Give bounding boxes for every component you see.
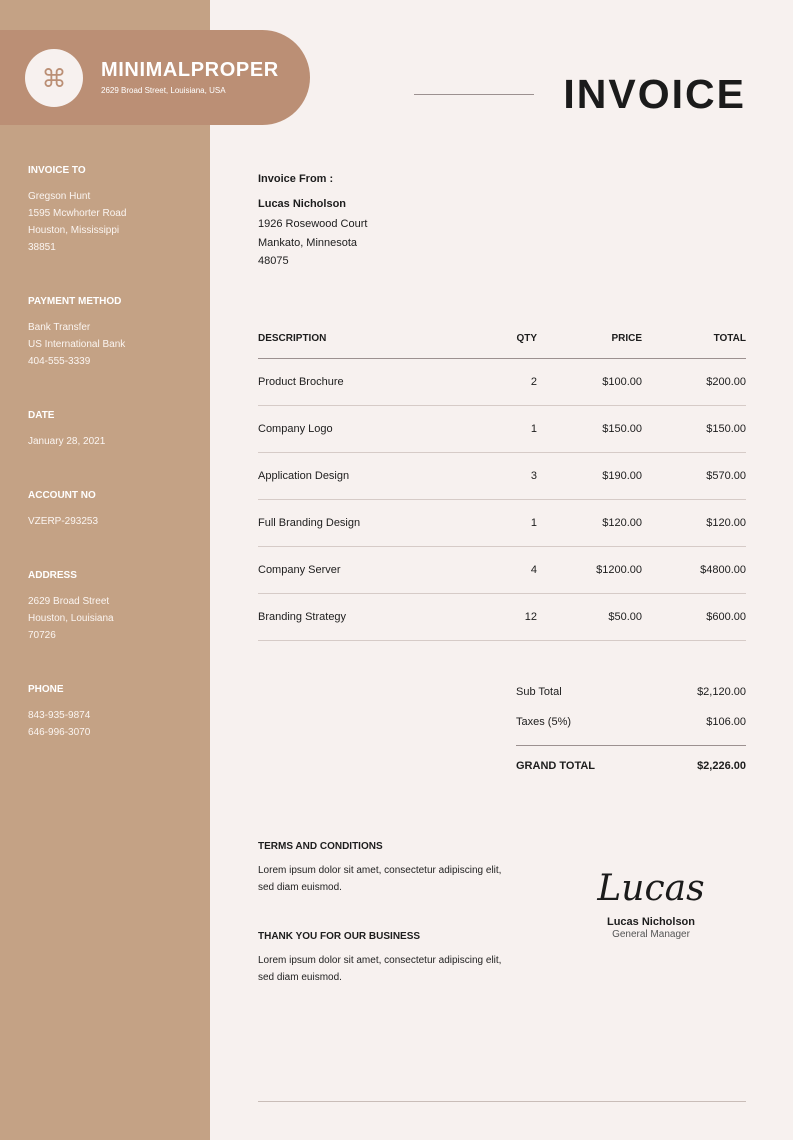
invoice-from-name: Lucas Nicholson	[258, 198, 347, 210]
row-qty: 4	[530, 564, 537, 576]
row-description: Company Logo	[258, 423, 333, 435]
address-title: ADDRESS	[28, 570, 77, 581]
grand-total-label: GRAND TOTAL	[516, 760, 596, 772]
signer-name: Lucas Nicholson	[606, 916, 696, 928]
table-row	[258, 359, 746, 406]
subtotal-row	[516, 682, 746, 712]
invoice-from-line: 1926 Rosewood Court	[258, 218, 368, 230]
row-qty: 3	[530, 470, 537, 482]
row-description: Branding Strategy	[258, 611, 347, 623]
invoice-to-title: INVOICE TO	[28, 165, 86, 176]
phone-section	[28, 683, 203, 741]
account-section	[28, 489, 203, 530]
subtotal-value: $2,120.00	[697, 686, 746, 698]
taxes-value: $106.00	[706, 716, 746, 728]
grand-total-value: $2,226.00	[697, 760, 746, 772]
row-total: $570.00	[706, 470, 746, 482]
table-header	[258, 330, 746, 359]
row-qty: 1	[530, 517, 537, 529]
thanks-title: THANK YOU FOR OUR BUSINESS	[258, 931, 421, 942]
address-line: 70726	[28, 630, 56, 641]
address-line: 2629 Broad Street	[28, 596, 110, 607]
row-description: Application Design	[258, 470, 350, 482]
row-price: $50.00	[608, 611, 642, 623]
address-line: Houston, Louisiana	[28, 613, 114, 624]
row-price: $120.00	[602, 517, 642, 529]
payment-method-line: Bank Transfer	[28, 322, 91, 333]
row-description: Product Brochure	[258, 376, 344, 388]
invoice-from-label: Invoice From :	[258, 173, 334, 185]
table-row	[258, 453, 746, 500]
phone-line: 646-996-3070	[28, 727, 91, 738]
brand-name: MINIMALPROPER	[101, 59, 279, 81]
row-total: $200.00	[706, 376, 746, 388]
row-price: $1200.00	[596, 564, 642, 576]
table-row	[258, 594, 746, 641]
row-total: $600.00	[706, 611, 746, 623]
title-divider	[414, 94, 534, 95]
row-price: $100.00	[602, 376, 642, 388]
row-qty: 2	[530, 376, 537, 388]
table-row	[258, 547, 746, 594]
invoice-from	[258, 172, 508, 271]
subtotal-label: Sub Total	[516, 686, 562, 698]
invoice-to-line: Gregson Hunt	[28, 191, 91, 202]
date-title: DATE	[28, 410, 55, 421]
terms-text: Lorem ipsum dolor sit amet, consectetur adipiscing elit, sed diam euismod.	[258, 865, 502, 893]
table-row	[258, 500, 746, 547]
row-qty: 12	[524, 611, 537, 623]
row-total: $4800.00	[700, 564, 746, 576]
invoice-to-section	[28, 164, 203, 256]
row-description: Company Server	[258, 564, 341, 576]
terms-title: TERMS AND CONDITIONS	[258, 841, 383, 852]
thanks-text: Lorem ipsum dolor sit amet, consectetur adipiscing elit, sed diam euismod.	[258, 955, 502, 983]
table-row	[258, 406, 746, 453]
signature-block	[576, 866, 726, 941]
invoice-to-line: 1595 Mcwhorter Road	[28, 208, 127, 219]
footer-divider	[258, 1101, 746, 1102]
brand-address: 2629 Broad Street, Louisiana, USA	[101, 86, 226, 95]
signature-script: Lucas	[597, 868, 705, 909]
payment-method-line: US International Bank	[28, 339, 126, 350]
header-qty: QTY	[516, 333, 537, 344]
payment-method-title: PAYMENT METHOD	[28, 296, 122, 307]
invoice-from-line: 48075	[258, 255, 289, 267]
row-price: $150.00	[602, 423, 642, 435]
command-icon: ⌘	[25, 49, 83, 107]
invoice-to-line: Houston, Mississippi	[28, 225, 120, 236]
brand-header	[0, 30, 310, 125]
signer-role: General Manager	[612, 929, 690, 940]
sidebar	[0, 0, 210, 1140]
terms-section	[258, 840, 513, 896]
date-value: January 28, 2021	[28, 436, 106, 447]
header-total: TOTAL	[713, 333, 746, 344]
thanks-section	[258, 930, 513, 986]
invoice-title: INVOICE	[563, 71, 746, 117]
phone-title: PHONE	[28, 684, 64, 695]
header-description: DESCRIPTION	[258, 333, 327, 344]
header-price: PRICE	[611, 333, 642, 344]
row-qty: 1	[530, 423, 537, 435]
row-total: $120.00	[706, 517, 746, 529]
address-section	[28, 569, 203, 644]
payment-method-line: 404-555-3339	[28, 356, 91, 367]
row-description: Full Branding Design	[258, 517, 361, 529]
line-items-table	[258, 330, 746, 641]
invoice-from-line: Mankato, Minnesota	[258, 236, 358, 249]
date-section	[28, 409, 203, 450]
taxes-label: Taxes (5%)	[516, 716, 572, 728]
row-total: $150.00	[706, 423, 746, 435]
taxes-row	[516, 712, 746, 742]
payment-method-section	[28, 295, 203, 370]
account-title: ACCOUNT NO	[28, 490, 96, 501]
invoice-to-line: 38851	[28, 242, 56, 253]
phone-line: 843-935-9874	[28, 710, 91, 721]
grand-total-row	[516, 746, 746, 786]
row-price: $190.00	[602, 470, 642, 482]
totals-summary	[516, 682, 746, 786]
account-value: VZERP-293253	[28, 516, 99, 527]
